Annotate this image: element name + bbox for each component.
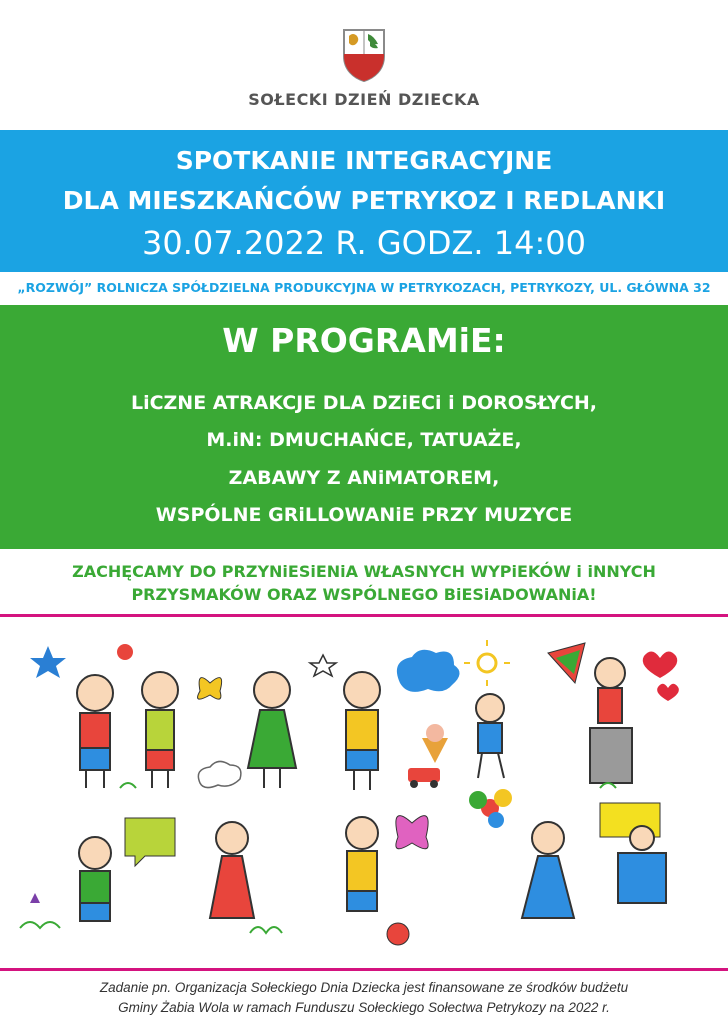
program-box: [0, 305, 728, 549]
program-item: LiCZNE ATRAKCJE DLA DZiECi i DOROSŁYCH,: [130, 392, 598, 414]
program-item: M.iN: DMUCHAŃCE, TATUAŻE,: [206, 429, 522, 451]
program-item: WSPÓLNE GRiLLOWANiE PRZY MUZYCE: [155, 504, 573, 526]
invitation-line-2: PRZYSMAKÓW ORAZ WSPÓLNEGO BiESiADOWANiA!: [131, 585, 597, 604]
divider-bottom: [0, 968, 728, 971]
banner-line-1: SPOTKANIE INTEGRACYJNE: [175, 146, 553, 175]
organizer-title: SOŁECKI DZIEŃ DZIECKA: [248, 90, 480, 109]
invitation-text: [0, 560, 728, 606]
event-datetime: 30.07.2022 R. GODZ. 14:00: [142, 224, 586, 262]
funding-note-line-2: Gminy Żabia Wola w ramach Funduszu Sołeckiego Sołectwa Petrykozy na 2022 r.: [118, 1000, 610, 1015]
funding-note: [0, 978, 728, 1018]
children-doodles-illustration: [0, 628, 728, 968]
invitation-line-1: ZACHĘCAMY DO PRZYNiESiENiA WŁASNYCH WYPiEKÓW i iNNYCH: [72, 562, 656, 581]
funding-note-line-1: Zadanie pn. Organizacja Sołeckiego Dnia Dziecka jest finansowane ze środków budżetu: [99, 980, 629, 995]
event-address: „ROZWÓJ” ROLNICZA SPÓŁDZIELNA PRODUKCYJNA W PETRYKOZACH, PETRYKOZY, UL. GŁÓWNA 32: [17, 280, 711, 295]
event-banner: [0, 130, 728, 272]
coat-of-arms-icon: [340, 24, 388, 82]
divider-top: [0, 614, 728, 617]
program-heading: W PROGRAMiE:: [222, 321, 506, 360]
banner-line-2: DLA MIESZKAŃCÓW PETRYKOZ I REDLANKI: [62, 186, 666, 215]
program-item: ZABAWY Z ANiMATOREM,: [228, 467, 500, 489]
